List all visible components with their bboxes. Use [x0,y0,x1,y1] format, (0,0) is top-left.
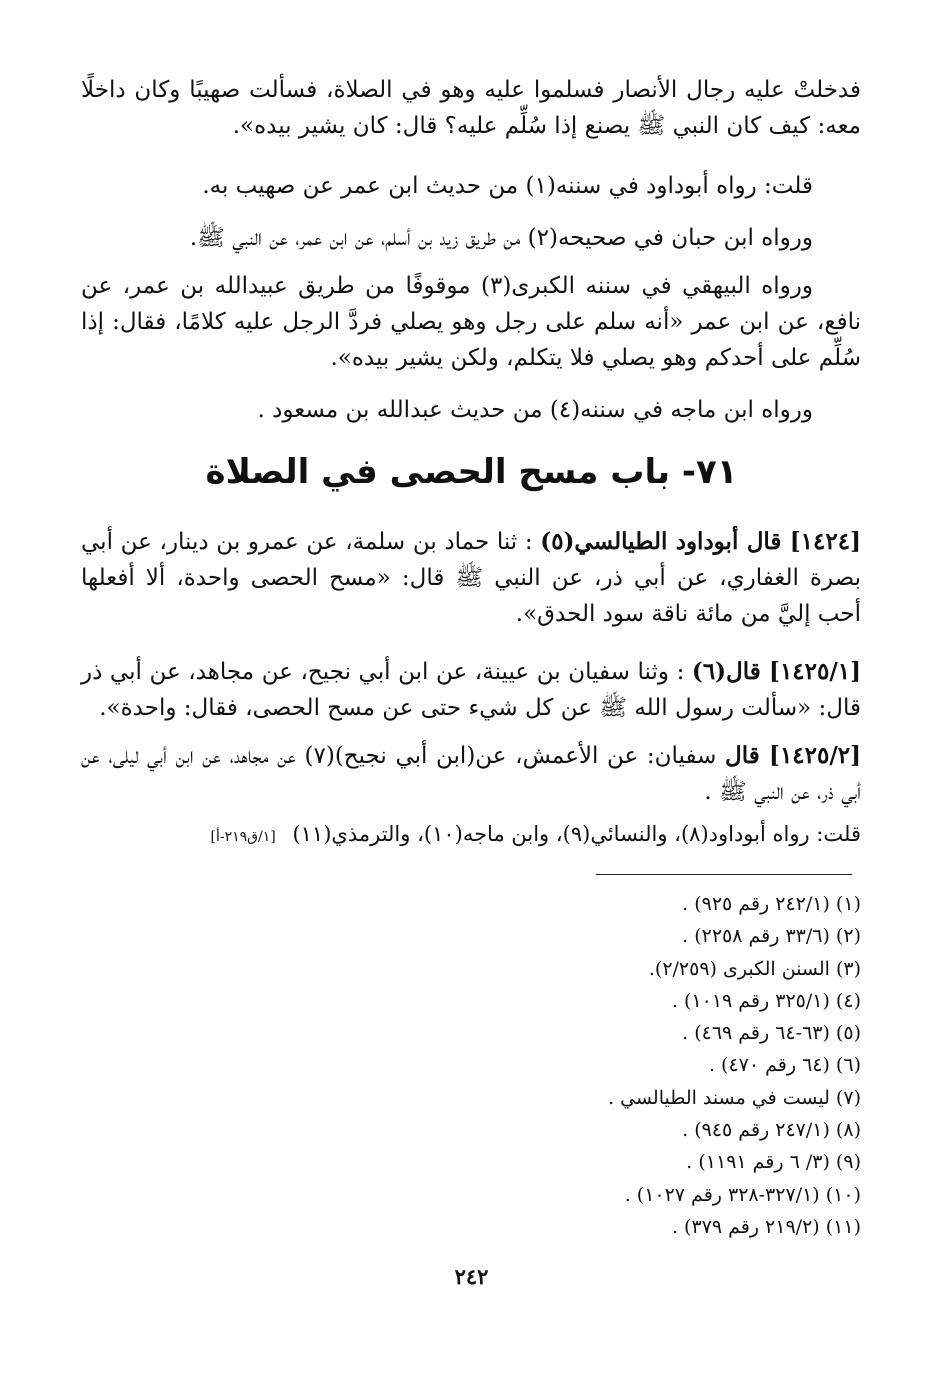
takhrij-line [81,816,861,855]
footnote-item: (٨) (٢٤٧/١ رقم ٩٤٥) . [682,1119,861,1142]
hadith-number: [١٤٢٥/٢] قال [725,742,862,769]
footnote-separator [596,874,852,875]
paragraph-3: ورواه ابن حبان في صحيحه(٢) من طريق زيد بن أسلم، عن ابن عمر، عن النبي ﷺ. [189,225,813,251]
takhrij-text: قلت: رواه أبوداود(٨)، والنسائي(٩)، وابن ماجه(١٠)، والترمذي(١١) [292,822,861,846]
footnote-item: (١) (٢٤٢/١ رقم ٩٢٥) . [682,893,861,915]
chapter-heading: ٧١- باب مسح الحصى في الصلاة [205,452,738,492]
page-number: ٢٤٢ [454,1264,489,1289]
footnote-item: (٩) (٣/ ٦ رقم ١١٩١) . [686,1151,861,1174]
footnotes-list [361,888,861,1243]
footnote-item: (٣) السنن الكبرى (٢/٢٥٩). [648,957,861,980]
paragraph-5: ورواه ابن ماجه في سننه(٤) من حديث عبدالله بن مسعود . [257,397,813,423]
footnote-item: (٧) ليست في مسند الطيالسي . [608,1086,861,1109]
manuscript-ref: [١/ق٢١٩-أ] [210,829,276,845]
paragraph-1: فدخلتْ عليه رجال الأنصار فسلموا عليه وهو في الصلاة، فسألت صهيبًا وكان داخلًا معه: كيف كان النبي ﷺ يصنع إذا سُلِّم عليه؟ قال: كان يشير بيده». [81,77,861,139]
hadith-1425-1 [81,654,861,726]
paragraph-2: قلت: رواه أبوداود في سننه(١) من حديث ابن عمر عن صهيب به. [202,173,813,199]
hadith-text: سفيان: عن الأعمش، عن(ابن أبي نجيح)(٧) عن مجاهد، عن ابن أبي ليلى، عن أبي ذر، عن النبي ﷺ . [81,743,861,805]
hadith-number: [١٤٢٤] قال أبوداود الطيالسي(٥) [540,528,861,555]
footnote-item: (٥) (٦٣-٦٤ رقم ٤٦٩) . [682,1022,861,1045]
hadith-1424 [81,524,861,632]
footnote-item: (٢) (٣٣/٦ رقم ٢٢٥٨) . [682,925,861,948]
footnote-item: (١٠) (٣٢٧/١-٣٢٨ رقم ١٠٢٧) . [624,1183,861,1206]
footnote-item: (٤) (٣٢٥/١ رقم ١٠١٩) . [671,989,861,1012]
paragraph-4: ورواه البيهقي في سننه الكبرى(٣) موقوفًا من طريق عبيدالله بن عمر، عن نافع، عن ابن عمر «أنه سلم على رجل وهو يصلي فردَّ الرجل عليه كلامًا، فقال: إذا سُلِّم على أحدكم وهو يصلي فلا يتكلم، ولكن يشير بيده». [81,273,861,371]
footnote-item: (٦) (٦٤ رقم ٤٧٠) . [708,1054,861,1077]
hadith-1425-2 [81,738,861,810]
hadith-text: : ثنا حماد بن سلمة، عن عمرو بن دينار، عن أبي بصرة الغفاري، عن أبي ذر، عن النبي ﷺ قال: «مسح الحصى واحدة، ألا أفعلها أحب إليَّ من مائة ناقة سود الحدق». [81,529,861,627]
hadith-number: [١٤٢٥/١] قال(٦) [691,658,861,685]
hadith-text: : وثنا سفيان بن عيينة، عن ابن أبي نجيح، عن مجاهد، عن أبي ذر قال: «سألت رسول الله ﷺ عن كل شيء حتى عن مسح الحصى، فقال: واحدة». [81,659,861,721]
footnote-item: (١١) (٢١٩/٢ رقم ٣٧٩) . [671,1215,861,1238]
